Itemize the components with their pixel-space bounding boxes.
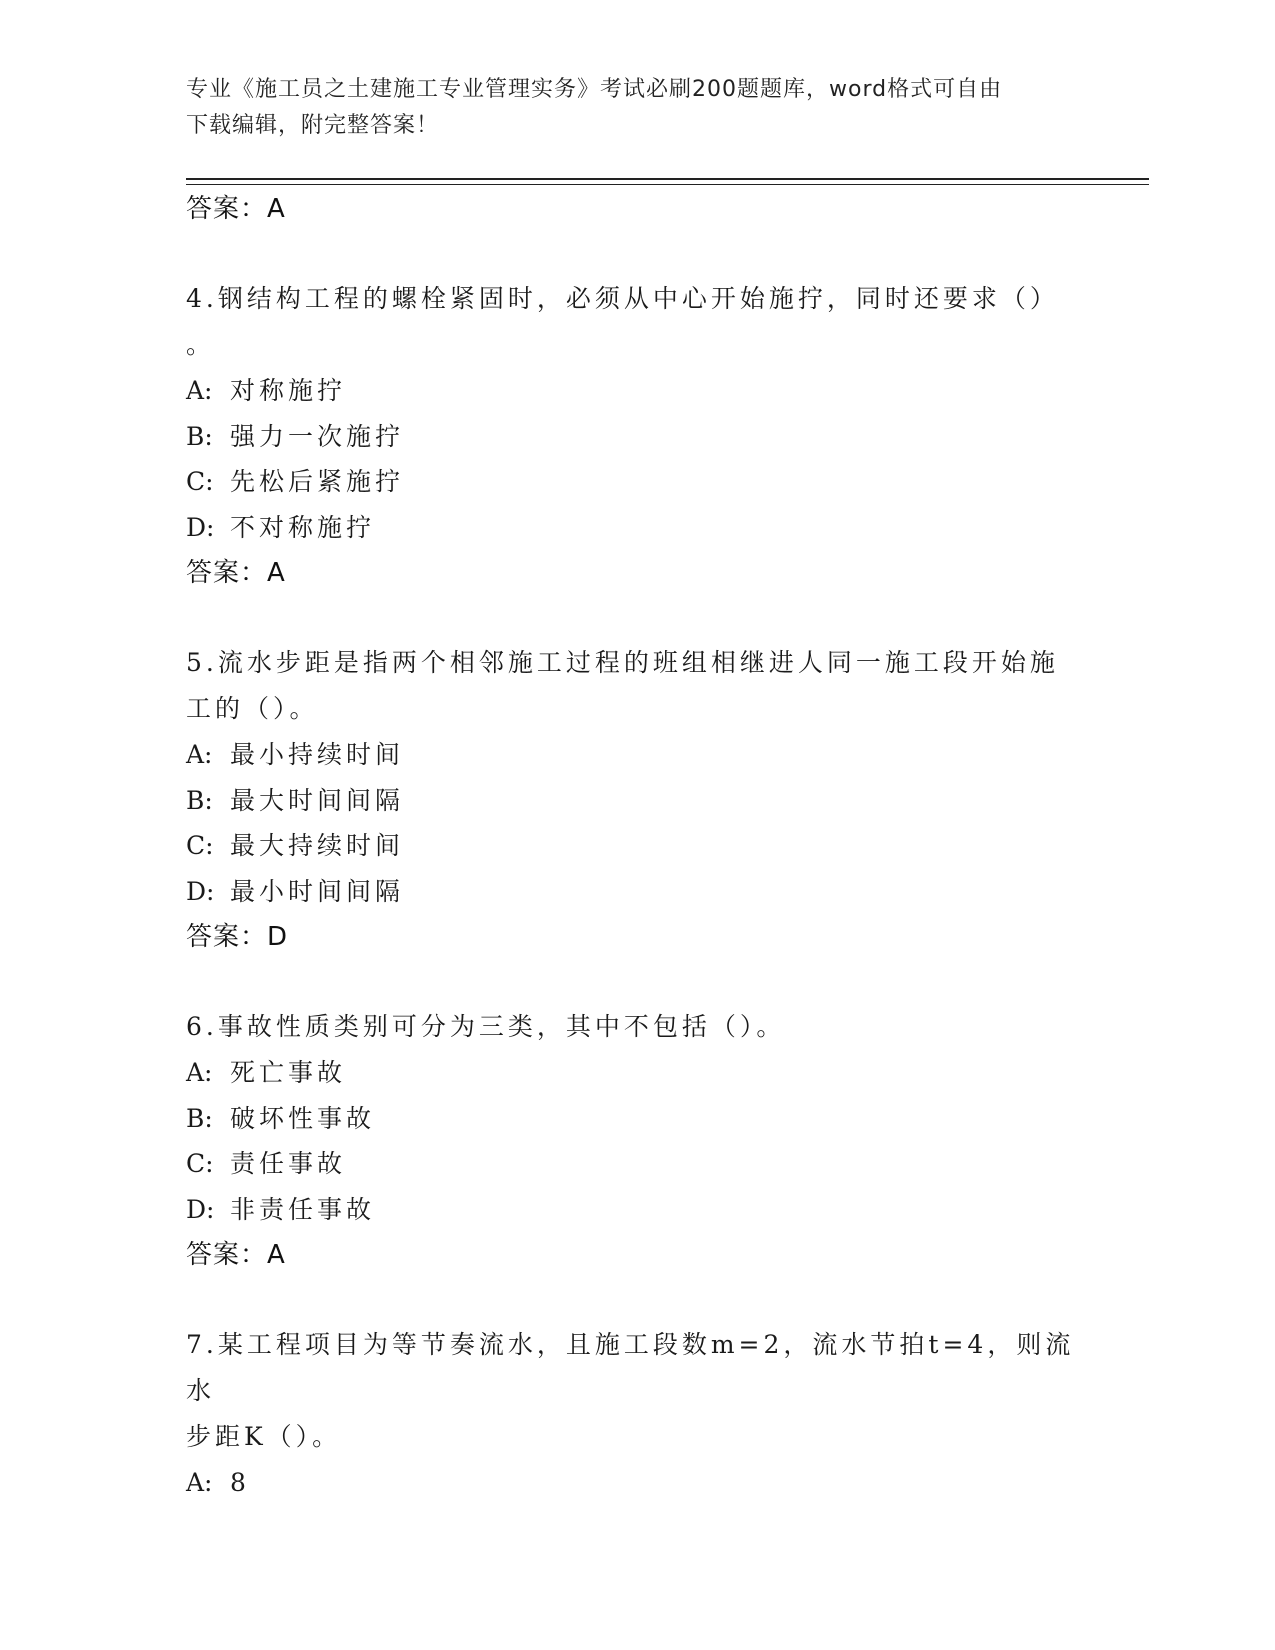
option-text: 破坏性事故 [230, 1103, 376, 1133]
option-letter: A: [186, 1058, 213, 1087]
document-header [186, 72, 1066, 144]
option-letter: C: [186, 1149, 214, 1178]
option-text: 8 [230, 1468, 250, 1497]
option-text: 对称施拧 [230, 376, 347, 405]
option-text: 先松后紧施拧 [230, 467, 405, 496]
option-text: 死亡事故 [230, 1058, 347, 1087]
option-letter: B: [186, 785, 213, 815]
option-text: 最大持续时间 [230, 831, 405, 860]
spacer [186, 232, 1086, 276]
option-text: 责任事故 [230, 1149, 347, 1178]
option-letter: D: [186, 512, 215, 542]
spacer [186, 960, 1086, 1004]
question-5-text-line1: 5.流水步距是指两个相邻施工过程的班组相继进人同一施工段开始施 [186, 648, 1059, 677]
option-text: 最大时间间隔 [230, 785, 405, 815]
answer-q5: 答案：D [186, 922, 289, 952]
option-letter: A: [186, 740, 213, 769]
question-4-text-line1: 4.钢结构工程的螺栓紧固时，必须从中心开始施拧，同时还要求（） [186, 284, 1059, 313]
option-5-c [186, 823, 1086, 869]
option-letter: D: [186, 1194, 215, 1224]
option-5-d [186, 869, 1086, 915]
option-text: 最小持续时间 [230, 740, 405, 769]
question-6-text-line1: 6.事故性质类别可分为三类，其中不包括（）。 [186, 1012, 786, 1041]
option-letter: D: [186, 876, 215, 906]
option-6-d [186, 1187, 1086, 1233]
answer-q4: 答案：A [186, 558, 286, 588]
question-block-6 [186, 1004, 1086, 1278]
question-5-text-line2: 工的（）。 [186, 694, 319, 723]
header-rule-thin [186, 184, 1149, 185]
option-letter: A: [186, 376, 213, 405]
option-6-a [186, 1050, 1086, 1096]
question-7-text-line2: 步距K（）。 [186, 1422, 342, 1451]
option-4-c [186, 459, 1086, 505]
page-content [186, 186, 1086, 1506]
option-text: 不对称施拧 [230, 512, 376, 542]
option-5-b [186, 778, 1086, 824]
answer-q3: 答案：A [186, 194, 286, 224]
option-4-a [186, 368, 1086, 414]
option-letter: C: [186, 831, 214, 860]
spacer [186, 596, 1086, 640]
option-4-b [186, 414, 1086, 460]
option-text: 最小时间间隔 [230, 876, 405, 906]
option-text: 非责任事故 [230, 1194, 376, 1224]
question-block-7 [186, 1322, 1086, 1506]
option-letter: B: [186, 421, 213, 451]
option-4-d [186, 505, 1086, 551]
answer-q6: 答案：A [186, 1240, 286, 1270]
option-7-a [186, 1460, 1086, 1506]
question-block-4 [186, 276, 1086, 596]
question-4-text-line2: 。 [186, 330, 216, 359]
option-letter: C: [186, 467, 214, 496]
option-letter: B: [186, 1103, 213, 1133]
header-line-1: 专业《施工员之土建施工专业管理实务》考试必刷200题题库，word格式可自由 [186, 77, 1003, 102]
option-6-b [186, 1096, 1086, 1142]
header-rule-thick [186, 178, 1149, 180]
option-6-c [186, 1141, 1086, 1187]
option-text: 强力一次施拧 [230, 421, 405, 451]
question-7-text-line1: 7.某工程项目为等节奏流水，且施工段数m=2，流水节拍t=4，则流水 [186, 1330, 1075, 1405]
option-letter: A: [186, 1468, 213, 1497]
header-line-2: 下载编辑，附完整答案！ [186, 113, 440, 138]
question-block-5 [186, 640, 1086, 960]
option-5-a [186, 732, 1086, 778]
spacer [186, 1278, 1086, 1322]
